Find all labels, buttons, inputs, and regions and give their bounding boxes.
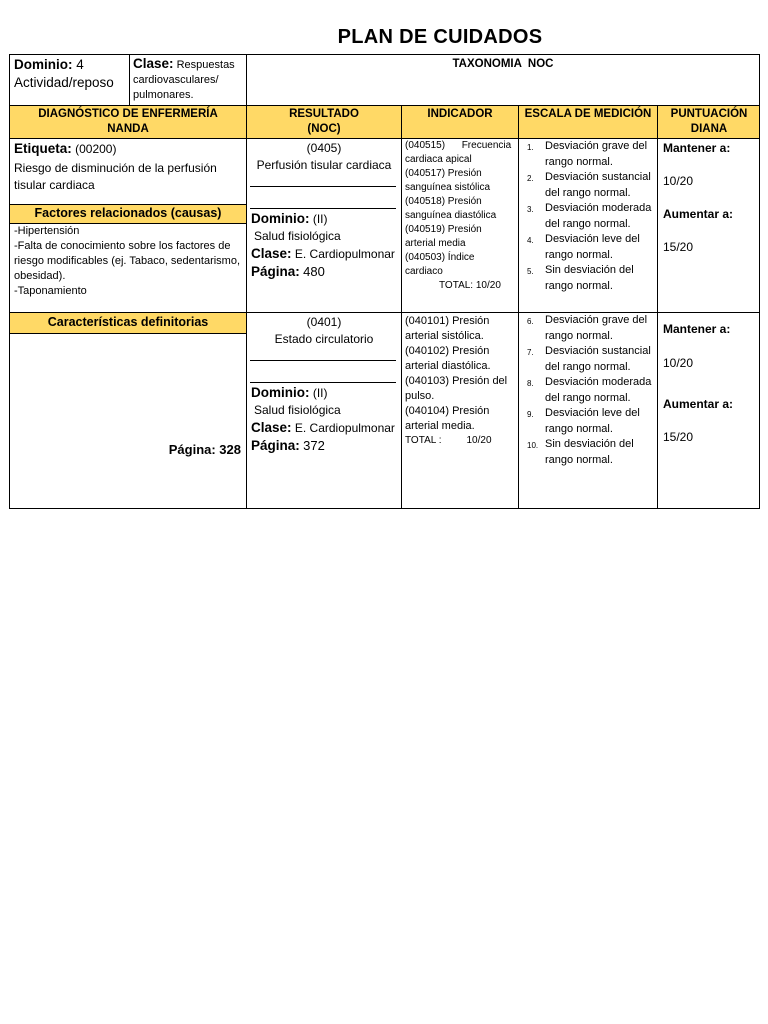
result-clase-value: E. Cardiopulmonar	[294, 247, 395, 261]
factor-item: -Taponamiento	[14, 285, 87, 297]
mantener-label: Mantener a:	[663, 322, 731, 336]
aumentar-value: 15/20	[663, 240, 694, 254]
indicator-item: (040104) Presión arterial media.	[405, 405, 490, 432]
header-escala: ESCALA DE MEDICIÓN	[524, 108, 652, 120]
puntuacion-1	[663, 140, 757, 255]
result-clase-value: E. Cardiopulmonar	[294, 421, 395, 435]
result-dominio-label: Dominio:	[251, 385, 310, 400]
result-name: Perfusión tisular cardiaca	[256, 158, 392, 172]
scale-item: 10. Sin desviación del rango normal.	[527, 438, 634, 466]
scale-item: 4. Desviación leve del rango normal.	[527, 233, 640, 261]
dominio-value: 4	[76, 57, 84, 72]
result-clase-label: Clase:	[251, 420, 292, 435]
result-dominio-name: Salud fisiológica	[254, 229, 341, 243]
indicators-1	[405, 139, 515, 293]
scale-1	[527, 139, 655, 294]
header-resultado: RESULTADO (NOC)	[289, 108, 359, 135]
indicator-item: (040503) Índice cardiaco	[405, 252, 475, 277]
aumentar-label: Aumentar a:	[663, 207, 734, 221]
factores-header: Factores relacionados (causas)	[34, 206, 222, 220]
header-diagnostico: DIAGNÓSTICO DE ENFERMERÍA NANDA	[38, 108, 218, 135]
clase-value: Respuestas cardiovasculares/ pulmonares.	[133, 59, 235, 101]
scale-item: 6. Desviación grave del rango normal.	[527, 314, 648, 342]
aumentar-value: 15/20	[663, 430, 694, 444]
factor-item: -Hipertensión	[14, 225, 80, 237]
indicator-item: (040519) Presión arterial media	[405, 224, 482, 249]
result-pagina-label: Página:	[251, 264, 300, 279]
indicators-2	[405, 314, 515, 448]
etiqueta-code: (00200)	[75, 142, 117, 156]
top-clase-cell	[133, 56, 245, 103]
scale-item: 2. Desviación sustancial del rango normal.	[527, 171, 651, 199]
indicator-total: TOTAL : 10/20	[405, 435, 492, 446]
etiqueta	[14, 140, 242, 194]
indicator-item: (040102) Presión arterial diastólica.	[405, 345, 491, 372]
scale-item: 9. Desviación leve del rango normal.	[527, 407, 640, 435]
result-pagina-value: 480	[303, 264, 325, 279]
etiqueta-text: Riesgo de disminución de la perfusión tisular cardiaca	[14, 161, 217, 192]
caracteristicas-header: Características definitorias	[47, 315, 209, 329]
result-pagina-value: 372	[303, 438, 325, 453]
puntuacion-2	[663, 321, 757, 445]
scale-2	[527, 313, 655, 468]
mantener-value: 10/20	[663, 356, 694, 370]
scale-item: 1. Desviación grave del rango normal.	[527, 140, 648, 168]
mantener-label: Mantener a:	[663, 141, 731, 155]
result-clase-label: Clase:	[251, 246, 292, 261]
top-dominio-cell	[14, 56, 128, 92]
page-title: PLAN DE CUIDADOS	[337, 26, 543, 48]
result-dominio-value: (II)	[312, 212, 328, 226]
dominio-label: Dominio:	[14, 57, 73, 72]
factores-list	[14, 224, 242, 299]
result-2-meta	[251, 384, 399, 455]
dominio-name: Actividad/reposo	[14, 75, 114, 90]
diagnosis-pagina: Página: 328	[168, 442, 241, 457]
result-dominio-name: Salud fisiológica	[254, 403, 341, 417]
indicator-item: (040103) Presión del pulso.	[405, 375, 508, 402]
result-dominio-value: (II)	[312, 386, 328, 400]
result-1-meta	[251, 210, 399, 281]
result-code: (0401)	[306, 315, 342, 329]
indicator-item: (040517) Presión sanguínea sistólica	[405, 168, 491, 193]
header-puntuacion: PUNTUACIÓN DIANA	[670, 108, 748, 135]
indicator-item: (040515) Frecuencia cardiaca apical	[405, 140, 514, 165]
result-name: Estado circulatorio	[274, 332, 374, 346]
taxonomia-noc: TAXONOMIA NOC	[452, 58, 554, 70]
result-pagina-label: Página:	[251, 438, 300, 453]
etiqueta-label: Etiqueta:	[14, 141, 72, 156]
indicator-item: (040101) Presión arterial sistólica.	[405, 315, 490, 342]
mantener-value: 10/20	[663, 174, 694, 188]
scale-item: 7. Desviación sustancial del rango normal.	[527, 345, 651, 373]
scale-item: 5. Sin desviación del rango normal.	[527, 264, 634, 292]
result-code: (0405)	[306, 141, 342, 155]
result-2	[248, 314, 400, 348]
indicator-item: (040518) Presión sanguínea diastólica	[405, 196, 497, 221]
header-indicador: INDICADOR	[427, 108, 493, 120]
scale-item: 3. Desviación moderada del rango normal.	[527, 202, 652, 230]
indicator-total: TOTAL: 10/20	[439, 280, 501, 291]
result-dominio-label: Dominio:	[251, 211, 310, 226]
result-1	[248, 140, 400, 174]
aumentar-label: Aumentar a:	[663, 397, 734, 411]
factor-item: -Falta de conocimiento sobre los factores de riesgo modificables (ej. Tabaco, sedentarismo, obesidad).	[14, 240, 241, 282]
scale-item: 8. Desviación moderada del rango normal.	[527, 376, 652, 404]
clase-label: Clase:	[133, 56, 174, 71]
